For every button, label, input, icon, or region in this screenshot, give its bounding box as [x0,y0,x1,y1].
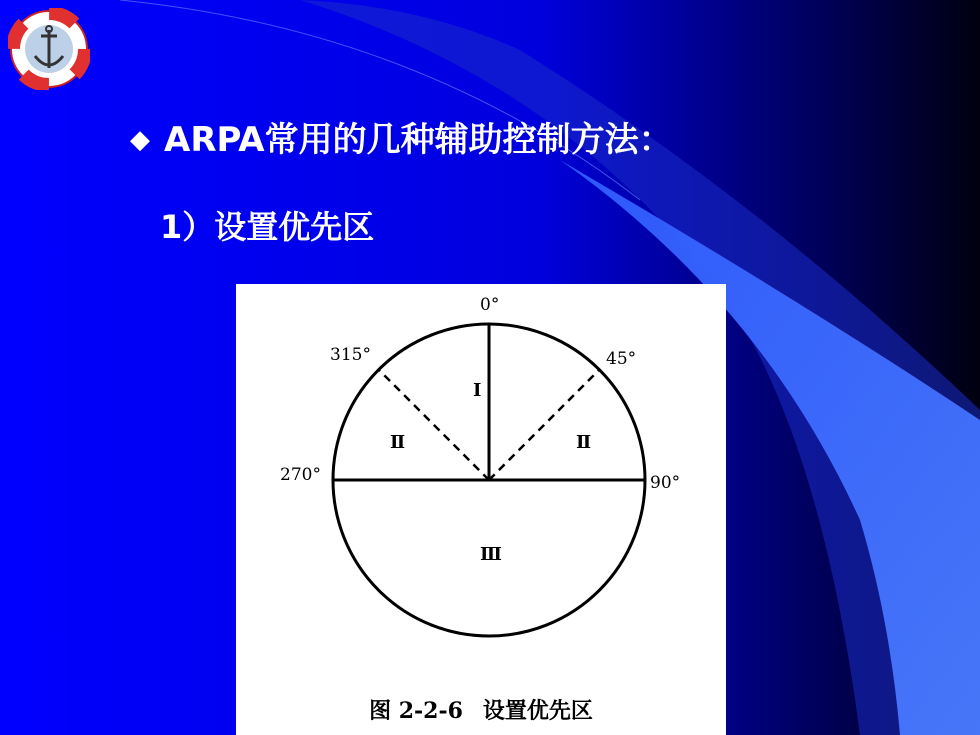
northeast-dashed-line [489,370,599,480]
caption-title: 设置优先区 [482,698,593,724]
label-270-degrees: 270° [280,465,321,485]
label-0-degrees: 0° [480,295,500,315]
heading-text: ARPA常用的几种辅助控制方法： [164,120,673,160]
slide-subheading: 1）设置优先区 [160,208,375,246]
priority-zone-diagram [236,284,726,735]
label-45-degrees: 45° [606,349,637,369]
slide-heading [130,112,673,161]
priority-zone-figure [236,284,726,735]
zone-bottom-label: Ⅲ [480,544,502,565]
label-315-degrees: 315° [330,345,371,365]
zone-left-label: Ⅱ [390,432,406,453]
diamond-bullet-icon: ◆ [130,125,150,155]
zone-top-label: I [473,380,482,401]
label-90-degrees: 90° [650,473,681,493]
zone-right-label: Ⅱ [576,432,592,453]
caption-number: 图 2-2-6 [369,698,463,724]
figure-caption [236,694,726,725]
lifebuoy-anchor-icon [8,8,90,90]
